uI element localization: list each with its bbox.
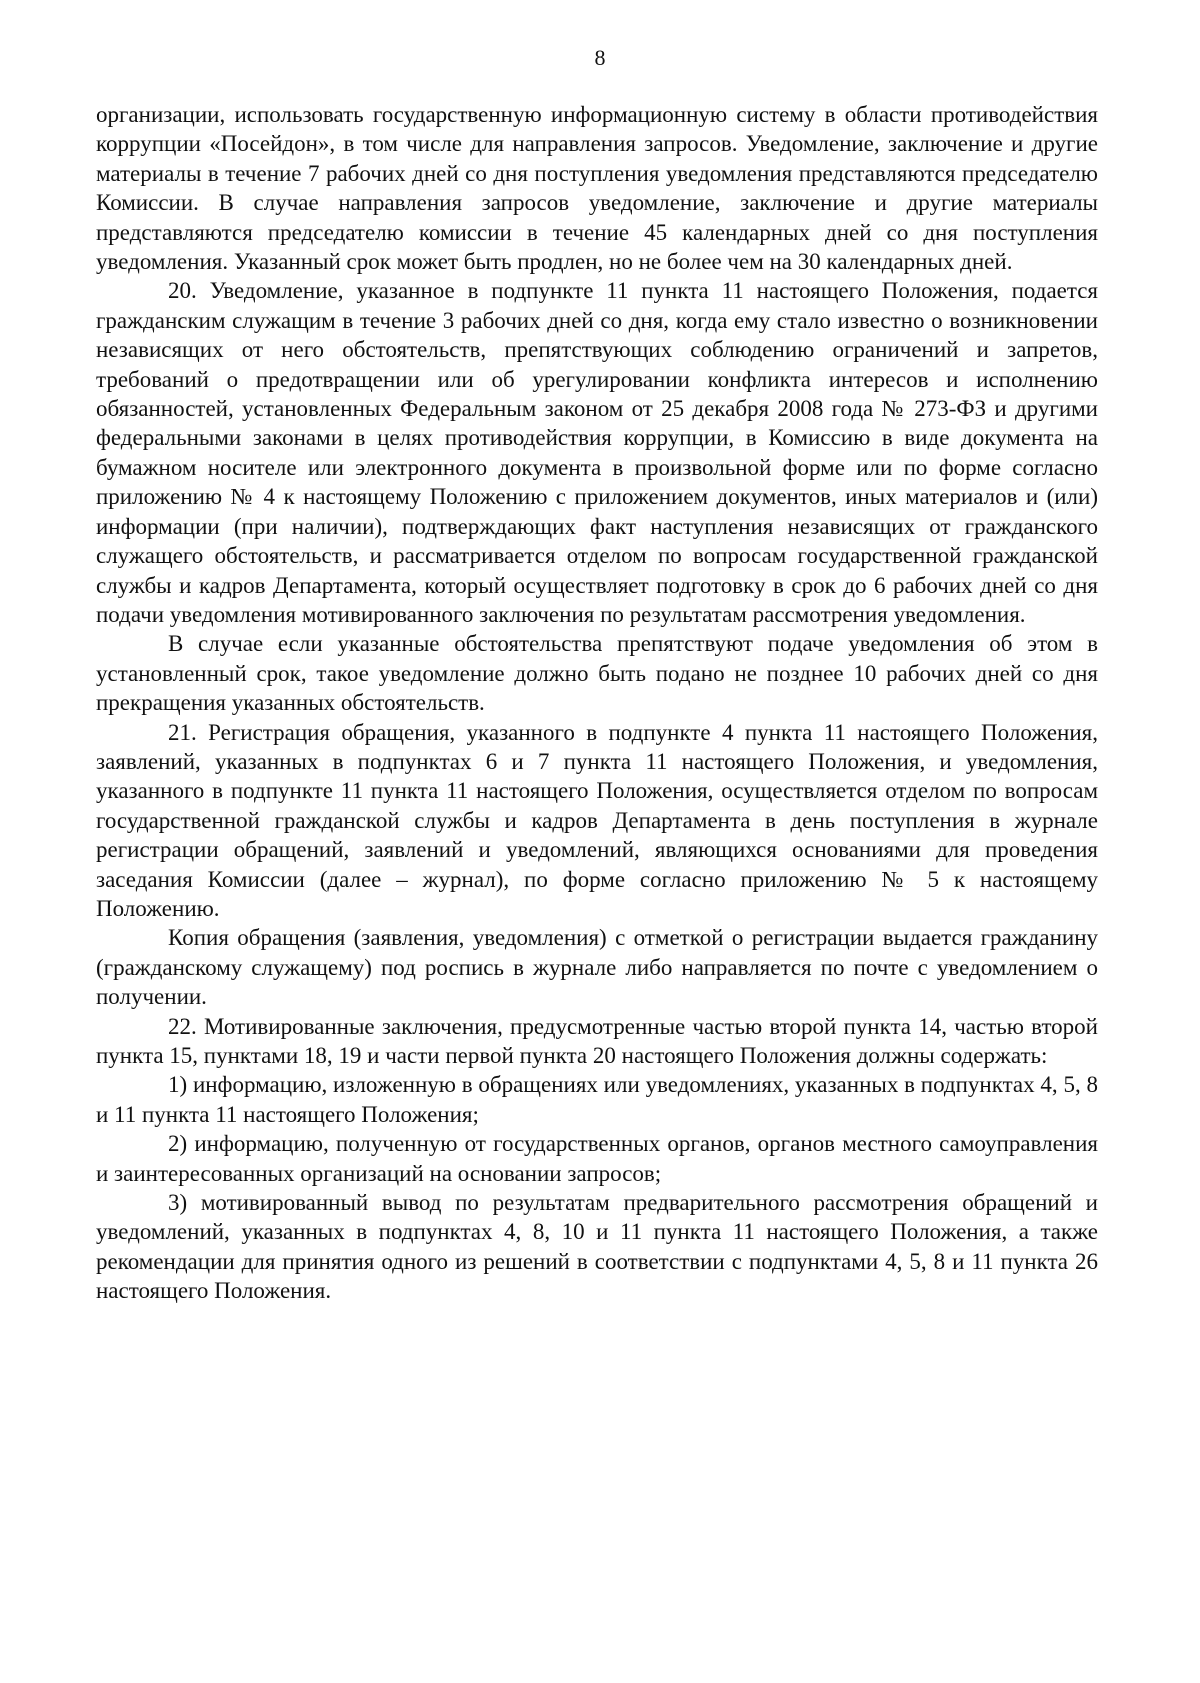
- paragraph-item-21: 21. Регистрация обращения, указанного в подпункте 4 пункта 11 настоящего Положения, заявлений, указанных в подпунктах 6 и 7 пункта 11 настоящего Положения, и уведомления, указанного в подпункте 11 пункта 11 настоящего Положения, осуществляется отделом по вопросам государственной гражданской службы и кадров Департамента в день поступления в журнале регистрации обращений, заявлений и уведомлений, являющихся основаниями для проведения заседания Комиссии (далее – журнал), по форме согласно приложению № 5 к настоящему Положению.: [96, 719, 1098, 921]
- paragraph-item-20: 20. Уведомление, указанное в подпункте 11 пункта 11 настоящего Положения, подается гражданским служащим в течение 3 рабочих дней со дня, когда ему стало известно о возникновении независящих от него обстоятельств, препятствующих соблюдению ограничений и запретов, требований о предотвращении или об урегулировании конфликта интересов и исполнению обязанностей, установленных Федеральным законом от 25 декабря 2008 года № 273-ФЗ и другими федеральными законами в целях противодействия коррупции, в Комиссию в виде документа на бумажном носителе или электронного документа в произвольной форме или по форме согласно приложению № 4 к настоящему Положению с приложением документов, иных материалов и (или) информации (при наличии), подтверждающих факт наступления независящих от гражданского служащего обстоятельств, и рассматривается отделом по вопросам государственной гражданской службы и кадров Департамента, который осуществляет подготовку в срок до 6 рабочих дней со дня подачи уведомления мотивированного заключения по результатам рассмотрения уведомления.: [96, 278, 1098, 627]
- paragraph-item-22-sub-2: 2) информацию, полученную от государственных органов, органов местного самоуправления и заинтересованных организаций на основании запросов;: [96, 1131, 1098, 1186]
- document-body: [96, 100, 1098, 1306]
- page-number: 8: [594, 45, 606, 70]
- paragraph-item-21-copy: Копия обращения (заявления, уведомления) с отметкой о регистрации выдается гражданину (гражданскому служащему) под роспись в журнале либо направляется по почте с уведомлением о получении.: [96, 925, 1098, 1010]
- paragraph-item-20-note: В случае если указанные обстоятельства препятствуют подаче уведомления об этом в установленный срок, такое уведомление должно быть подано не позднее 10 рабочих дней со дня прекращения указанных обстоятельств.: [96, 631, 1098, 716]
- paragraph-item-22-sub-3: 3) мотивированный вывод по результатам предварительного рассмотрения обращений и уведомлений, указанных в подпунктах 4, 8, 10 и 11 пункта 11 настоящего Положения, а также рекомендации для принятия одного из решений в соответствии с подпунктами 4, 5, 8 и 11 пункта 26 настоящего Положения.: [96, 1190, 1098, 1304]
- paragraph-item-22-sub-1: 1) информацию, изложенную в обращениях или уведомлениях, указанных в подпунктах 4, 5, 8 и 11 пункта 11 настоящего Положения;: [96, 1072, 1098, 1127]
- paragraph-continuation: организации, использовать государственную информационную систему в области противодействия коррупции «Посейдон», в том числе для направления запросов. Уведомление, заключение и другие материалы в течение 7 рабочих дней со дня поступления уведомления представляются председателю Комиссии. В случае направления запросов уведомление, заключение и другие материалы представляются председателю комиссии в течение 45 календарных дней со дня поступления уведомления. Указанный срок может быть продлен, но не более чем на 30 календарных дней.: [96, 102, 1098, 275]
- paragraph-item-22: 22. Мотивированные заключения, предусмотренные частью второй пункта 14, частью второй пункта 15, пунктами 18, 19 и части первой пункта 20 настоящего Положения должны содержать:: [96, 1013, 1098, 1068]
